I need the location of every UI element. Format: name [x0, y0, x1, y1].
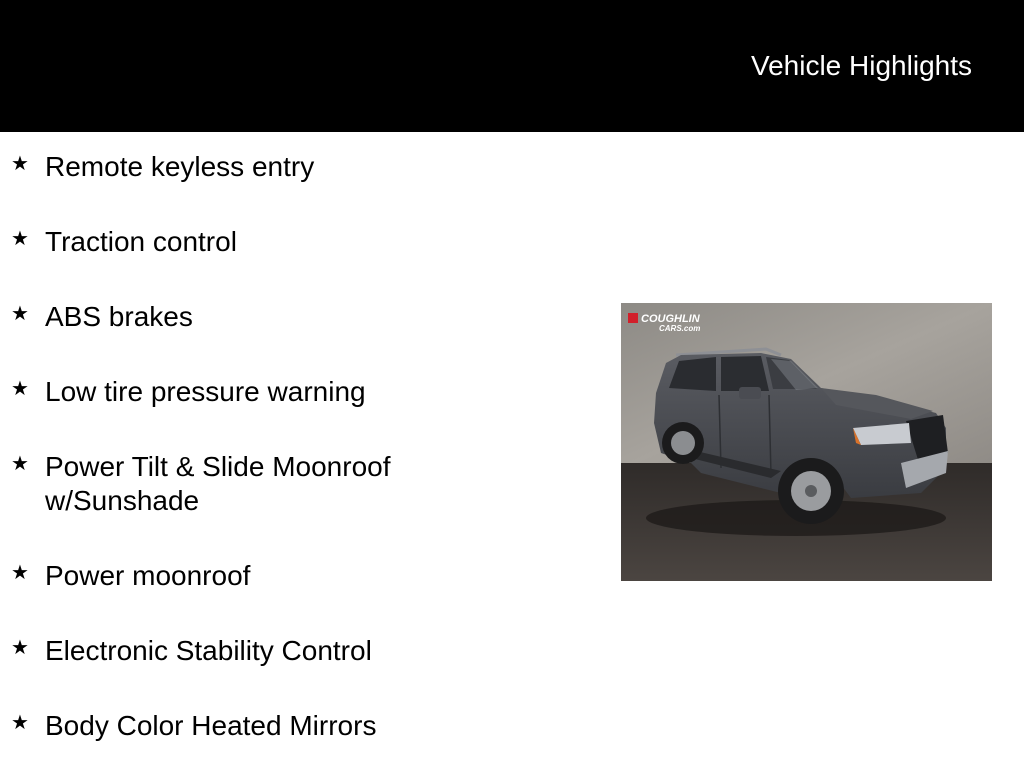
star-icon: ★: [11, 303, 29, 325]
feature-label: Power moonroof: [45, 560, 251, 591]
feature-item: [0, 559, 445, 593]
feature-item: [0, 225, 445, 259]
feature-list: [0, 150, 560, 784]
star-icon: ★: [11, 562, 29, 584]
feature-item: [0, 450, 445, 518]
feature-label: Body Color Heated Mirrors: [45, 710, 377, 741]
feature-item: [0, 375, 445, 409]
page-title: Vehicle Highlights: [750, 50, 972, 81]
vehicle-photo: [621, 303, 992, 581]
vehicle-photo-illustration: [621, 303, 992, 581]
star-icon: ★: [11, 228, 29, 250]
feature-item: [0, 709, 445, 743]
svg-text:CARS.com: CARS.com: [659, 324, 701, 333]
feature-label: Traction control: [45, 226, 237, 257]
feature-label: Power Tilt & Slide Moonroof w/Sunshade: [45, 451, 391, 516]
star-icon: ★: [11, 153, 29, 175]
feature-label: Electronic Stability Control: [45, 635, 372, 666]
svg-text:COUGHLIN: COUGHLIN: [641, 313, 700, 325]
star-icon: ★: [11, 637, 29, 659]
star-icon: ★: [11, 712, 29, 734]
page-header: [0, 0, 1024, 132]
feature-item: [0, 300, 445, 334]
star-icon: ★: [11, 378, 29, 400]
star-icon: ★: [11, 453, 29, 475]
feature-label: ABS brakes: [45, 301, 193, 332]
feature-item: [0, 150, 445, 184]
feature-item: [0, 634, 445, 668]
feature-label: Remote keyless entry: [45, 151, 315, 182]
feature-label: Low tire pressure warning: [45, 376, 366, 407]
